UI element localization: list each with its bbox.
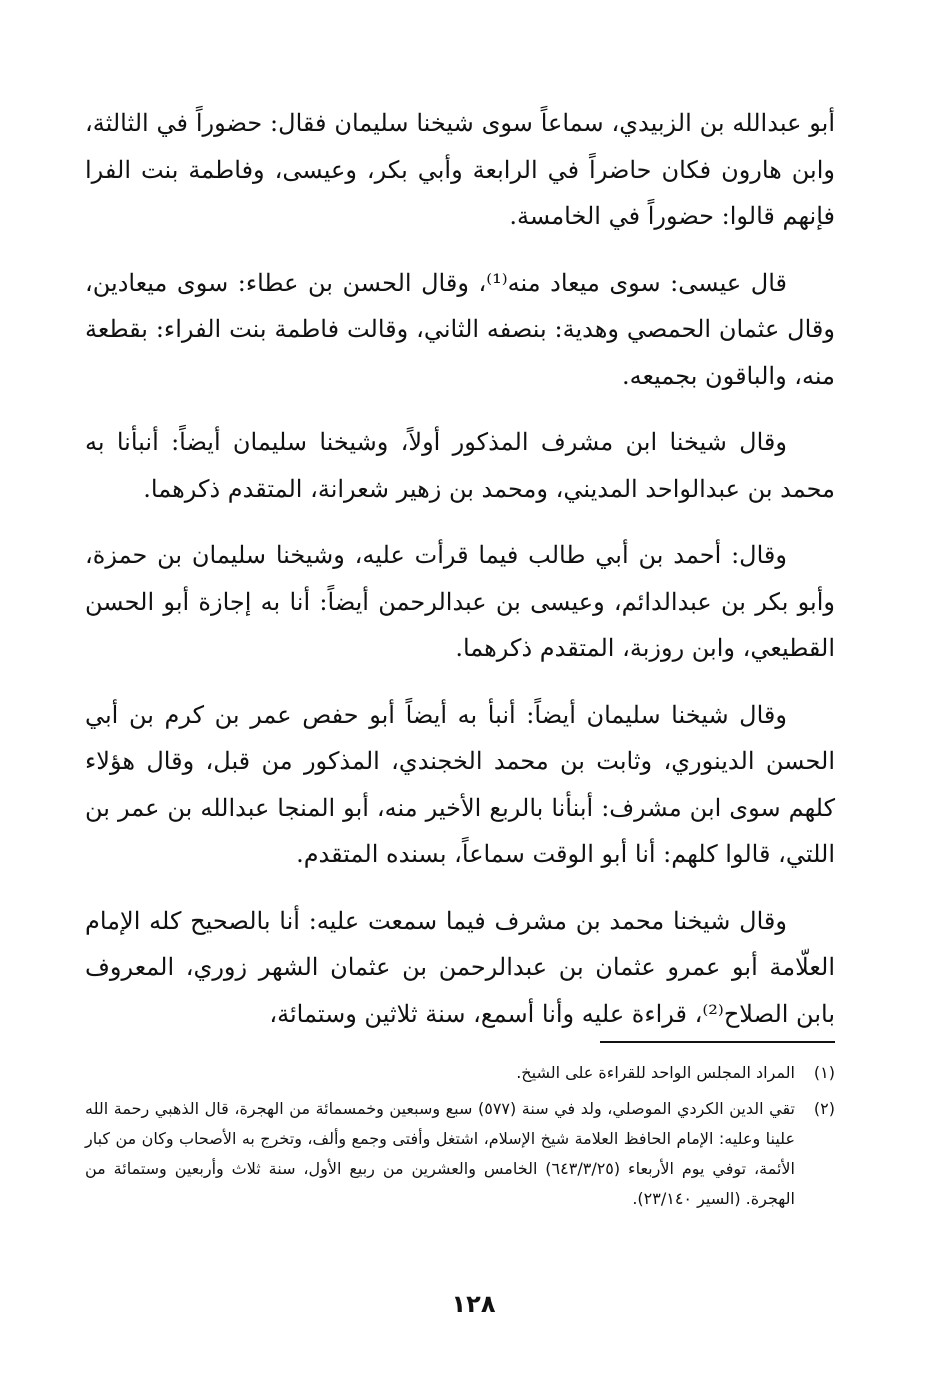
- paragraph: وقال شيخنا محمد بن مشرف فيما سمعت عليه: أنا بالصحيح كله الإمام العلّامة أبو عمرو عثمان بن عبدالرحمن بن عثمان الشهر زوري، المعروف بابن الصلاح⁽²⁾، قراءة عليه وأنا أسمع، سنة ثلاثين وستمائة،: [85, 906, 835, 1028]
- footnote-text: المراد المجلس الواحد للقراءة على الشيخ.: [516, 1063, 795, 1082]
- paragraph: أبو عبدالله بن الزبيدي، سماعاً سوى شيخنا سليمان فقال: حضوراً في الثالثة، وابن هارون فكان حاضراً في الرابعة وأبي بكر، وعيسى، وفاطمة بنت الفرا فإنهم قالوا: حضوراً في الخامسة.: [85, 109, 835, 230]
- footnotes: [85, 1058, 835, 1220]
- paragraph: وقال شيخنا سليمان أيضاً: أنبأ به أيضاً أبو حفص عمر بن كرم بن أبي الحسن الدينوري، وثابت بن محمد الخجندي، المذكور من قبل، وقال هؤلاء كلهم سوى ابن مشرف: أبنأنا بالربع الأخير منه، أبو المنجا عبدالله بن عمر بن اللتي، قالوا كلهم: أنا أبو الوقت سماعاً، بسنده المتقدم.: [85, 700, 835, 868]
- paragraph: وقال شيخنا ابن مشرف المذكور أولاً، وشيخنا سليمان أيضاً: أنبأنا به محمد بن عبدالواحد المديني، ومحمد بن زهير شعرانة، المتقدم ذكرهما.: [85, 428, 835, 503]
- footnote-marker: (٢): [813, 1099, 835, 1118]
- paragraph: وقال: أحمد بن أبي طالب فيما قرأت عليه، وشيخنا سليمان بن حمزة، وأبو بكر بن عبدالدائم، وعيسى بن عبدالرحمن أيضاً: أنا به إجازة أبو الحسن القطيعي، وابن روزبة، المتقدم ذكرهما.: [85, 541, 835, 662]
- footnote-text: تقي الدين الكردي الموصلي، ولد في سنة (٥٧٧) سبع وسبعين وخمسمائة من الهجرة، قال الذهبي رحمة الله علينا وعليه: الإمام الحافظ العلامة شيخ الإسلام، اشتغل وأفتى وجمع وألف، وتخرج به الأصحاب وكان من كبار الأئمة، توفي يوم الأربعاء (٦٤٣/٣/٢٥) الخامس والعشرين من ربيع الأول، سنة ثلاث وأربعين وستمائة من الهجرة. (السير ٢٣/١٤٠).: [85, 1099, 795, 1208]
- main-text: [85, 100, 835, 1037]
- footnote: [85, 1058, 835, 1088]
- footnote-separator: [600, 1041, 835, 1043]
- page-number: ١٢٨: [451, 1290, 496, 1318]
- footnote: [85, 1094, 835, 1214]
- footnote-marker: (١): [813, 1063, 835, 1082]
- paragraph: قال عيسى: سوى ميعاد منه⁽¹⁾، وقال الحسن بن عطاء: سوى ميعادين، وقال عثمان الحمصي وهدية: بنصفه الثاني، وقالت فاطمة بنت الفراء: بقطعة منه، والباقون بجميعه.: [85, 268, 835, 390]
